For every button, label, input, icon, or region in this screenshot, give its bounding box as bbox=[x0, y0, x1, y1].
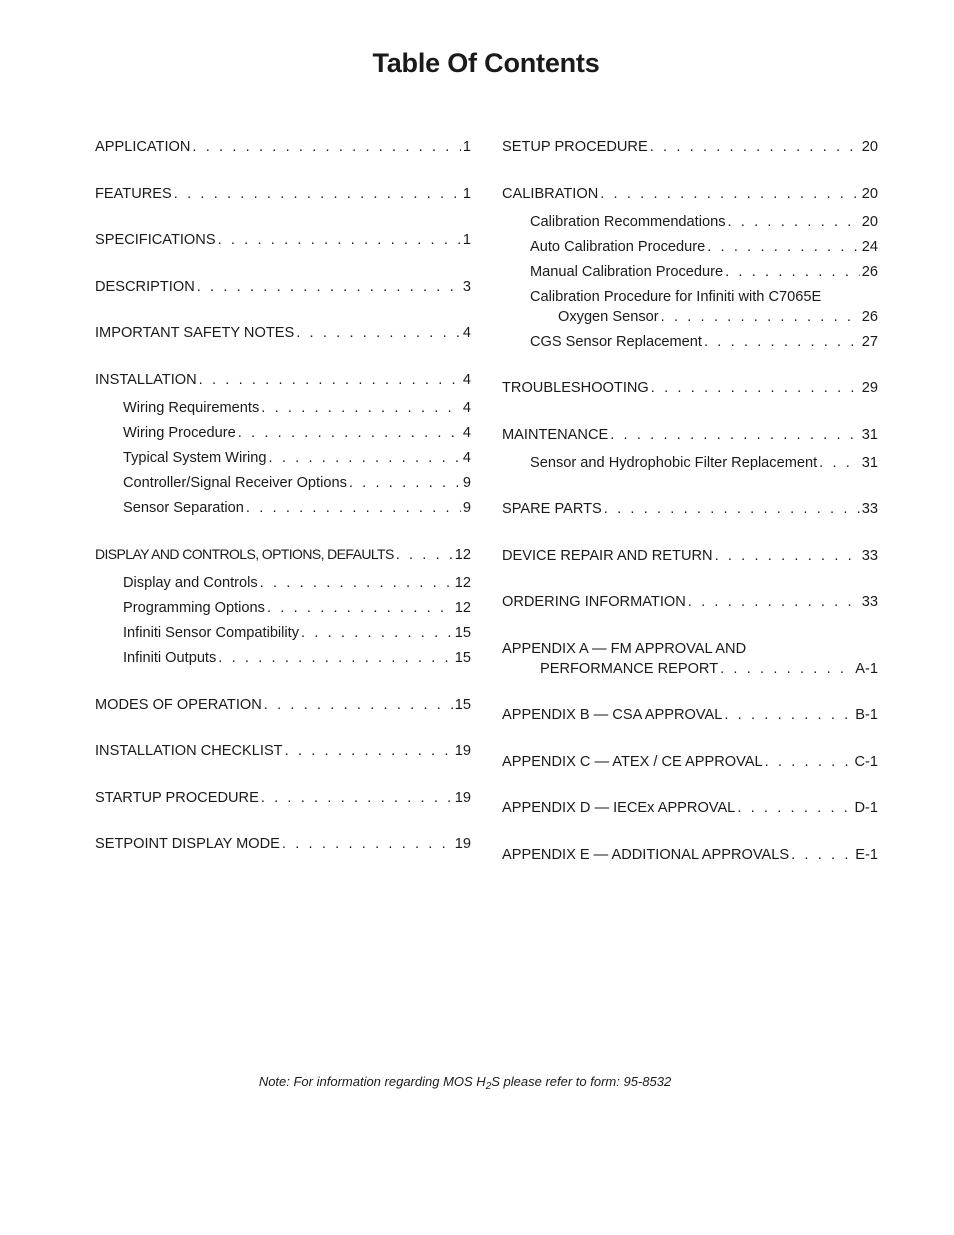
toc-entry-label: Wiring Requirements bbox=[123, 399, 260, 416]
dot-leader bbox=[724, 705, 853, 725]
toc-entry[interactable] bbox=[530, 453, 878, 473]
toc-page-number: 19 bbox=[454, 836, 471, 852]
footnote bbox=[0, 1074, 930, 1092]
toc-entry-label: APPENDIX E — ADDITIONAL APPROVALS bbox=[502, 846, 790, 863]
toc-page-number: 4 bbox=[462, 449, 471, 466]
toc-entry-label: Controller/Signal Receiver Options bbox=[123, 474, 347, 491]
toc-entry[interactable] bbox=[95, 230, 471, 250]
toc-entry-label: Display and Controls bbox=[123, 575, 258, 591]
toc-page-number: 19 bbox=[454, 743, 471, 759]
dot-leader bbox=[688, 592, 860, 612]
toc-page-number: 12 bbox=[454, 575, 471, 591]
toc-entry-label: SETUP PROCEDURE bbox=[502, 139, 648, 155]
toc-page-number: A-1 bbox=[855, 660, 878, 677]
footnote-prefix: Note: For information regarding MOS H bbox=[258, 1074, 486, 1089]
toc-entry[interactable] bbox=[95, 741, 471, 761]
dot-leader bbox=[264, 695, 453, 715]
dot-leader bbox=[192, 137, 460, 157]
toc-entry-label: DEVICE REPAIR AND RETURN bbox=[502, 547, 713, 564]
toc-page-number: 26 bbox=[861, 308, 878, 325]
toc-entry[interactable] bbox=[502, 499, 878, 519]
dot-leader bbox=[704, 332, 860, 352]
toc-page-number: 12 bbox=[454, 600, 471, 616]
toc-entry[interactable] bbox=[502, 798, 878, 818]
toc-entry-label: INSTALLATION CHECKLIST bbox=[95, 743, 283, 759]
toc-entry-label: Calibration Recommendations bbox=[530, 213, 726, 230]
toc-entry-label: Manual Calibration Procedure bbox=[530, 263, 724, 280]
dot-leader bbox=[261, 788, 453, 808]
toc-entry[interactable] bbox=[530, 212, 878, 232]
toc-entry-label: Wiring Procedure bbox=[123, 424, 236, 441]
toc-page-number: 20 bbox=[861, 139, 878, 155]
dot-leader bbox=[238, 423, 461, 443]
toc-entry[interactable] bbox=[123, 448, 471, 468]
toc-page-number: 31 bbox=[861, 426, 878, 443]
toc-entry-label: APPENDIX B — CSA APPROVAL bbox=[502, 707, 723, 723]
toc-entry-label: DESCRIPTION bbox=[95, 278, 195, 295]
toc-entry-label: Infiniti Outputs bbox=[123, 650, 217, 666]
toc-entry[interactable] bbox=[502, 845, 878, 865]
toc-entry[interactable] bbox=[123, 473, 471, 493]
toc-entry-label: Programming Options bbox=[123, 600, 265, 616]
toc-page-number: 15 bbox=[454, 650, 471, 666]
page-title: Table Of Contents bbox=[372, 48, 600, 78]
dot-leader bbox=[610, 425, 860, 445]
dot-leader bbox=[737, 798, 852, 818]
toc-entry[interactable] bbox=[95, 695, 471, 715]
toc-entry[interactable] bbox=[95, 277, 471, 297]
dot-leader bbox=[725, 262, 860, 282]
toc-entry[interactable] bbox=[95, 370, 471, 390]
toc-page-number: 19 bbox=[454, 789, 471, 806]
toc-entry-label: APPENDIX A — FM APPROVAL AND bbox=[502, 640, 747, 657]
dot-leader bbox=[819, 453, 860, 473]
dot-leader bbox=[396, 545, 453, 565]
toc-entry[interactable] bbox=[123, 573, 471, 593]
toc-entry[interactable] bbox=[95, 184, 471, 204]
toc-entry[interactable] bbox=[123, 623, 471, 643]
toc-entry[interactable] bbox=[530, 237, 878, 257]
toc-entry[interactable] bbox=[123, 598, 471, 618]
toc-entry-label: FEATURES bbox=[95, 185, 172, 202]
dot-leader bbox=[715, 546, 860, 566]
toc-page-number: 12 bbox=[454, 547, 471, 563]
toc-entry[interactable] bbox=[502, 546, 878, 566]
toc-page-number: C-1 bbox=[854, 753, 878, 770]
toc-entry-label: SPARE PARTS bbox=[502, 501, 602, 517]
toc-page-number: 1 bbox=[462, 185, 471, 202]
toc-entry-label: Infiniti Sensor Compatibility bbox=[123, 625, 300, 641]
toc-entry-label: MAINTENANCE bbox=[502, 426, 609, 443]
toc-entry-label: APPLICATION bbox=[95, 139, 191, 155]
toc-entry-label: INSTALLATION bbox=[95, 371, 197, 388]
toc-page-number: 29 bbox=[861, 380, 878, 396]
toc-entry-label: Auto Calibration Procedure bbox=[530, 238, 706, 255]
toc-entry-label: APPENDIX D — IECEx APPROVAL bbox=[502, 800, 736, 816]
dot-leader bbox=[600, 184, 860, 204]
toc-page-number: 15 bbox=[454, 696, 471, 713]
toc-left-column bbox=[95, 137, 471, 881]
dot-leader bbox=[261, 398, 461, 418]
toc-entry-label: Sensor Separation bbox=[123, 499, 244, 516]
toc-entry[interactable] bbox=[95, 788, 471, 808]
footnote-subscript: 2 bbox=[485, 1081, 492, 1092]
dot-leader bbox=[174, 184, 461, 204]
toc-page-number: 9 bbox=[462, 474, 471, 491]
dot-leader bbox=[765, 752, 853, 772]
toc-entry[interactable] bbox=[530, 332, 878, 352]
toc-entry[interactable] bbox=[123, 398, 471, 418]
toc-entry[interactable] bbox=[502, 639, 878, 679]
toc-entry[interactable] bbox=[502, 592, 878, 612]
dot-leader bbox=[218, 648, 452, 668]
dot-leader bbox=[728, 212, 860, 232]
toc-entry-label: IMPORTANT SAFETY NOTES bbox=[95, 325, 295, 341]
toc-page-number: 31 bbox=[861, 454, 878, 471]
toc-entry[interactable] bbox=[502, 137, 878, 157]
toc-page-number: 4 bbox=[462, 325, 471, 341]
footnote-suffix: S please refer to form: 95-8532 bbox=[491, 1074, 672, 1089]
toc-entry[interactable] bbox=[95, 544, 471, 565]
dot-leader bbox=[246, 498, 461, 518]
toc-entry[interactable] bbox=[95, 323, 471, 343]
dot-leader bbox=[260, 573, 453, 593]
dot-leader bbox=[269, 448, 461, 468]
dot-leader bbox=[267, 598, 453, 618]
toc-page-number: E-1 bbox=[855, 846, 878, 863]
toc-entry-label: CALIBRATION bbox=[502, 185, 599, 202]
toc-page-number: D-1 bbox=[854, 800, 878, 816]
toc-page-number: 9 bbox=[462, 499, 471, 516]
toc-page-number: 4 bbox=[462, 399, 471, 416]
toc-page-number: 20 bbox=[861, 213, 878, 230]
toc-entry[interactable] bbox=[502, 425, 878, 445]
toc-entry-label-continued: Oxygen Sensor bbox=[558, 308, 659, 325]
toc-entry-label: Sensor and Hydrophobic Filter Replacement bbox=[530, 454, 818, 471]
dot-leader bbox=[720, 659, 853, 679]
toc-page-number: 33 bbox=[861, 547, 878, 564]
dot-leader bbox=[197, 277, 461, 297]
toc-entry-label: MODES OF OPERATION bbox=[95, 696, 262, 713]
toc-entry-label-continued: PERFORMANCE REPORT bbox=[540, 660, 719, 677]
dot-leader bbox=[282, 834, 453, 854]
toc-entry[interactable] bbox=[95, 137, 471, 157]
dot-leader bbox=[285, 741, 453, 761]
toc-entry-label: SPECIFICATIONS bbox=[95, 232, 216, 248]
toc-entry[interactable] bbox=[530, 262, 878, 282]
toc-page-number: 33 bbox=[861, 501, 878, 517]
toc-entry-label: STARTUP PROCEDURE bbox=[95, 789, 259, 806]
dot-leader bbox=[650, 137, 860, 157]
toc-entry-label: ORDERING INFORMATION bbox=[502, 594, 686, 610]
toc-entry-label: Typical System Wiring bbox=[123, 449, 267, 466]
toc-entry-label: SETPOINT DISPLAY MODE bbox=[95, 836, 280, 852]
dot-leader bbox=[661, 307, 860, 327]
toc-entry[interactable] bbox=[123, 648, 471, 668]
toc-page-number: 27 bbox=[861, 333, 878, 350]
dot-leader bbox=[199, 370, 461, 390]
dot-leader bbox=[651, 378, 860, 398]
toc-page-number: 15 bbox=[454, 625, 471, 641]
toc-page-number: 20 bbox=[861, 185, 878, 202]
toc-entry-label: DISPLAY AND CONTROLS, OPTIONS, DEFAULTS bbox=[95, 546, 394, 562]
toc-page-number: 1 bbox=[462, 139, 471, 155]
dot-leader bbox=[218, 230, 461, 250]
toc-page-number: 3 bbox=[462, 278, 471, 295]
toc-entry[interactable] bbox=[502, 378, 878, 398]
dot-leader bbox=[301, 623, 453, 643]
toc-entry[interactable] bbox=[502, 752, 878, 772]
toc-entry-label: CGS Sensor Replacement bbox=[530, 333, 702, 350]
toc-entry[interactable] bbox=[123, 423, 471, 443]
toc-entry-label: APPENDIX C — ATEX / CE APPROVAL bbox=[502, 753, 763, 770]
toc-entry[interactable] bbox=[123, 498, 471, 518]
toc-page-number: 26 bbox=[861, 263, 878, 280]
toc-page-number: B-1 bbox=[855, 707, 878, 723]
toc-page-number: 24 bbox=[861, 238, 878, 255]
toc-page-number: 4 bbox=[462, 371, 471, 388]
toc-entry-label: Calibration Procedure for Infiniti with C7065E bbox=[530, 288, 822, 305]
toc-page-number: 33 bbox=[861, 594, 878, 610]
toc-entry[interactable] bbox=[502, 184, 878, 204]
toc-entry[interactable] bbox=[502, 705, 878, 725]
toc-entry-label: TROUBLESHOOTING bbox=[502, 380, 649, 396]
toc-page-number: 4 bbox=[462, 424, 471, 441]
dot-leader bbox=[604, 499, 860, 519]
toc-page-number: 1 bbox=[462, 232, 471, 248]
toc-entry[interactable] bbox=[530, 287, 878, 327]
dot-leader bbox=[349, 473, 461, 493]
toc-right-column bbox=[502, 137, 878, 891]
dot-leader bbox=[791, 845, 853, 865]
toc-entry[interactable] bbox=[95, 834, 471, 854]
dot-leader bbox=[707, 237, 860, 257]
dot-leader bbox=[296, 323, 461, 343]
